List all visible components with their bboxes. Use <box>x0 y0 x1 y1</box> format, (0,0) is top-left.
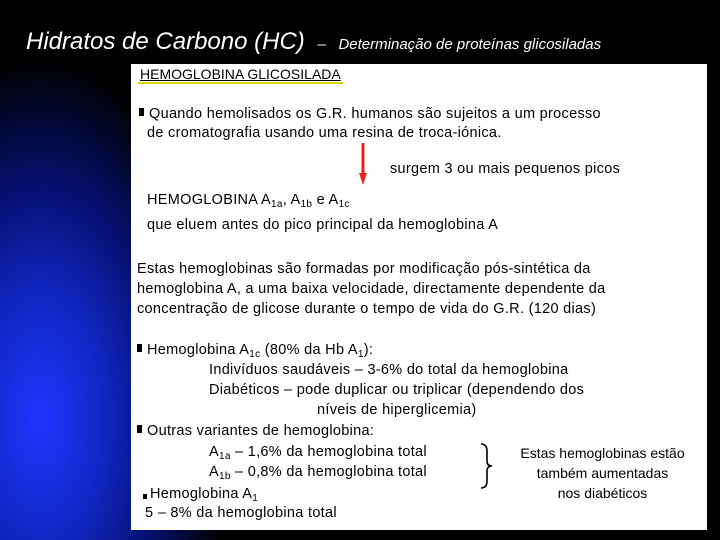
fractions-sub2: 1b <box>300 199 313 210</box>
a1c-healthy: Indivíduos saudáveis – 3-6% do total da hemoglobina <box>209 362 569 378</box>
variant-a1a <box>209 444 427 462</box>
a1c-diabetic: Diabéticos – pode duplicar ou triplicar (dependendo dos <box>209 382 585 398</box>
a1a-sub: 1a <box>218 451 231 462</box>
a1c-head-c: ): <box>363 342 374 358</box>
bullet-icon <box>139 108 144 116</box>
variants-heading <box>137 423 374 439</box>
a1c-diabetic-cont: níveis de hiperglicemia) <box>317 402 477 418</box>
fractions-sep2: e A <box>312 192 339 208</box>
para1-line1-text: Quando hemolisados os G.R. humanos são sujeitos a um processo <box>149 106 601 122</box>
a1b-text: – 0,8% da hemoglobina total <box>230 464 427 480</box>
bullet-icon <box>143 494 147 499</box>
a1c-head-a: Hemoglobina A <box>147 342 250 358</box>
arrow-caption: surgem 3 ou mais pequenos picos <box>390 161 621 177</box>
a1b-pre: A <box>209 464 219 480</box>
variant-a1b <box>209 464 427 482</box>
right-brace-icon <box>479 443 493 489</box>
fractions-line1 <box>147 192 350 210</box>
note-line1: Estas hemoglobinas estão <box>520 445 685 461</box>
fractions-line2: que eluem antes do pico principal da hemoglobina A <box>147 217 499 233</box>
fractions-sub3: 1c <box>338 199 350 210</box>
a1c-heading <box>137 342 373 360</box>
title-subtitle: Determinação de proteínas glicosiladas <box>338 36 602 53</box>
note-line2: também aumentadas <box>536 465 669 481</box>
a1c-head-sub2: 1 <box>357 349 364 360</box>
variants-head-text: Outras variantes de hemoglobina: <box>147 423 375 439</box>
a1c-head-sub: 1c <box>249 349 261 360</box>
a1b-sub: 1b <box>218 471 231 482</box>
title-main-text: Hidratos de Carbono (HC) <box>26 28 305 55</box>
a1a-text: – 1,6% da hemoglobina total <box>230 444 427 460</box>
fractions-sub1: 1a <box>270 199 283 210</box>
arrow-down-icon <box>359 143 367 185</box>
slide-title <box>26 28 601 56</box>
a1-total: 5 – 8% da hemoglobina total <box>145 505 337 521</box>
note-line3: nos diabéticos <box>557 485 648 501</box>
diabetics-note <box>495 443 710 503</box>
fractions-prefix: HEMOGLOBINA A <box>147 192 271 208</box>
para2-line1: Estas hemoglobinas são formadas por modificação pós-sintética da <box>137 261 591 277</box>
para1-line2: de cromatografia usando uma resina de troca-iónica. <box>147 125 502 141</box>
section-heading: HEMOGLOBINA GLICOSILADA <box>140 66 341 82</box>
fractions-sep1: , A <box>282 192 301 208</box>
a1-heading <box>143 486 258 504</box>
a1-head-sub: 1 <box>252 493 259 504</box>
title-separator: – <box>317 36 326 53</box>
bullet-icon <box>137 425 142 433</box>
para2-line2: hemoglobina A, a uma baixa velocidade, directamente dependente da <box>137 281 606 297</box>
a1-head-a: Hemoglobina A <box>150 486 253 502</box>
para2-line3: concentração de glicose durante o tempo de vida do G.R. (120 dias) <box>137 301 597 317</box>
para1-line1 <box>139 106 601 122</box>
a1c-head-b: (80% da Hb A <box>260 342 358 358</box>
a1a-pre: A <box>209 444 219 460</box>
bullet-icon <box>137 344 142 352</box>
